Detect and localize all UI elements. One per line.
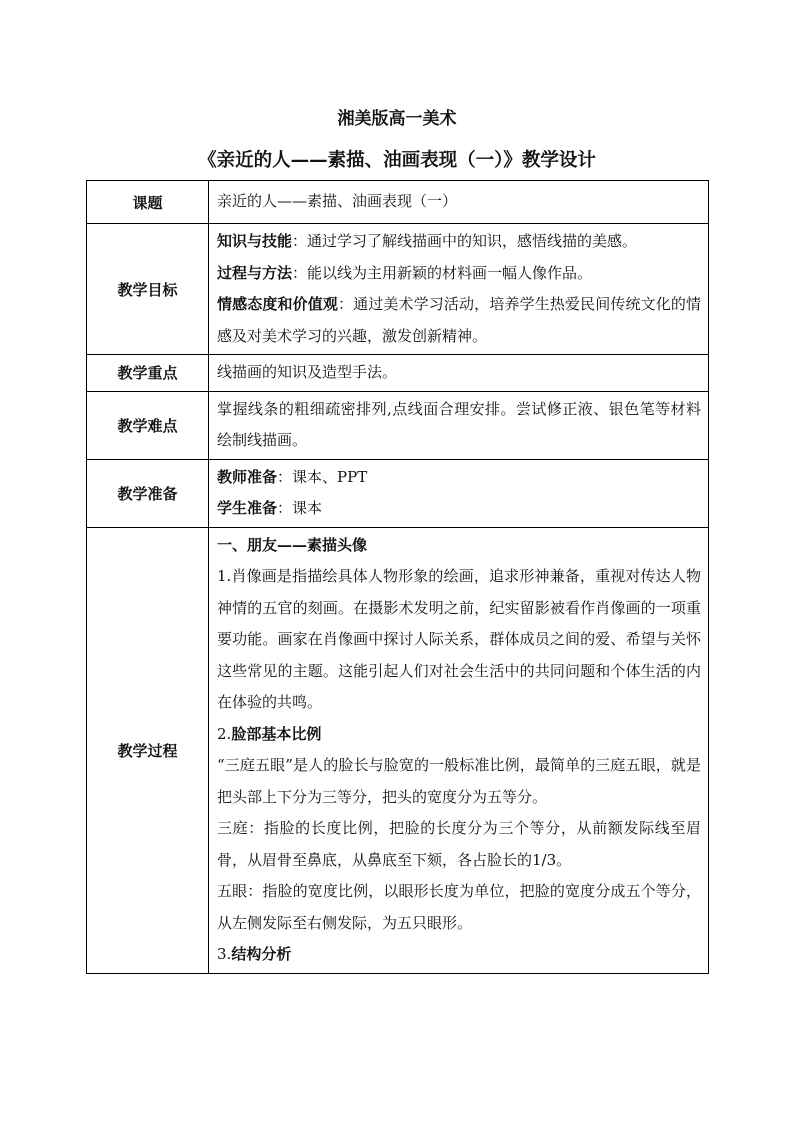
process-paragraph-2: “三庭五眼”是人的脸长与脸宽的一般标准比例，最简单的三庭五眼，就是把头部上下分为三等分，把头的宽度分为五等分。	[217, 756, 701, 806]
process-text: ：能以线为主用新颖的材料画一幅人像作品。	[292, 263, 593, 282]
row-content-goals	[209, 224, 709, 355]
table-row-key-points	[87, 355, 709, 392]
process-paragraph-1: 1.肖像画是指描绘具体人物形象的绘画，追求形神兼备，重视对传达人物神情的五官的刻画。在摄影术发明之前，纪实留影被看作肖像画的一项重要功能。画家在肖像画中探讨人际关系，群体成员之间的爱、希望与关怀这些常见的主题。这能引起人们对社会生活中的共同问题和个体生活的内在体验的共鸣。	[217, 567, 701, 711]
process-paragraph-4: 五眼：指脸的宽度比例，以眼形长度为单位，把脸的宽度分成五个等分，从左侧发际至右侧发际，为五只眼形。	[217, 882, 701, 932]
table-row-process	[87, 527, 709, 973]
process-heading-2: 脸部基本比例	[231, 724, 322, 743]
process-paragraph-3: 三庭：指脸的长度比例，把脸的长度分为三个等分，从前额发际线至眉骨，从眉骨至鼻底，从鼻底至下颏，各占脸长的1/3。	[217, 819, 701, 869]
teacher-prep-text: ：课本、PPT	[277, 467, 368, 486]
row-label-goals: 教学目标	[87, 224, 209, 355]
row-content-topic: 亲近的人——素描、油画表现（一）	[209, 181, 709, 224]
document-title: 《亲近的人——素描、油画表现（一）》教学设计	[198, 150, 596, 171]
table-row-difficulties	[87, 391, 709, 459]
process-heading-2-number: 2.	[217, 724, 232, 743]
table-row-topic	[87, 181, 709, 224]
teacher-prep-heading: 教师准备	[217, 467, 278, 486]
emotion-heading: 情感态度和价值观	[217, 295, 339, 313]
student-prep-heading: 学生准备	[217, 499, 278, 517]
process-heading-3-number: 3.	[217, 945, 232, 963]
knowledge-heading: 知识与技能	[217, 232, 293, 250]
process-section-heading: 一、朋友——素描头像	[217, 535, 368, 554]
row-content-difficulties: 掌握线条的粗细疏密排列,点线面合理安排。尝试修正液、银色笔等材料绘制线描画。	[209, 391, 709, 459]
process-heading-3: 结构分析	[231, 945, 292, 963]
row-label-difficulties: 教学难点	[87, 391, 209, 459]
row-content-preparation	[209, 459, 709, 527]
lesson-plan-table	[86, 180, 709, 974]
table-row-preparation	[87, 459, 709, 527]
student-prep-text: ：课本	[277, 499, 323, 517]
table-row-goals	[87, 224, 709, 355]
emotion-text: ：通过美术学习活动，培养学生热爱民间传统文化的情感及对美术学习的兴趣，激发创新精神。	[217, 295, 701, 345]
knowledge-text: ：通过学习了解线描画中的知识，感悟线描的美感。	[292, 232, 638, 250]
row-label-key-points: 教学重点	[87, 355, 209, 392]
row-label-preparation: 教学准备	[87, 459, 209, 527]
row-content-key-points: 线描画的知识及造型手法。	[209, 355, 709, 392]
row-label-topic: 课题	[87, 181, 209, 224]
row-label-process: 教学过程	[87, 527, 209, 973]
document-subtitle: 湘美版高一美术	[337, 109, 457, 129]
row-content-process	[209, 527, 709, 973]
process-heading: 过程与方法	[217, 263, 293, 282]
